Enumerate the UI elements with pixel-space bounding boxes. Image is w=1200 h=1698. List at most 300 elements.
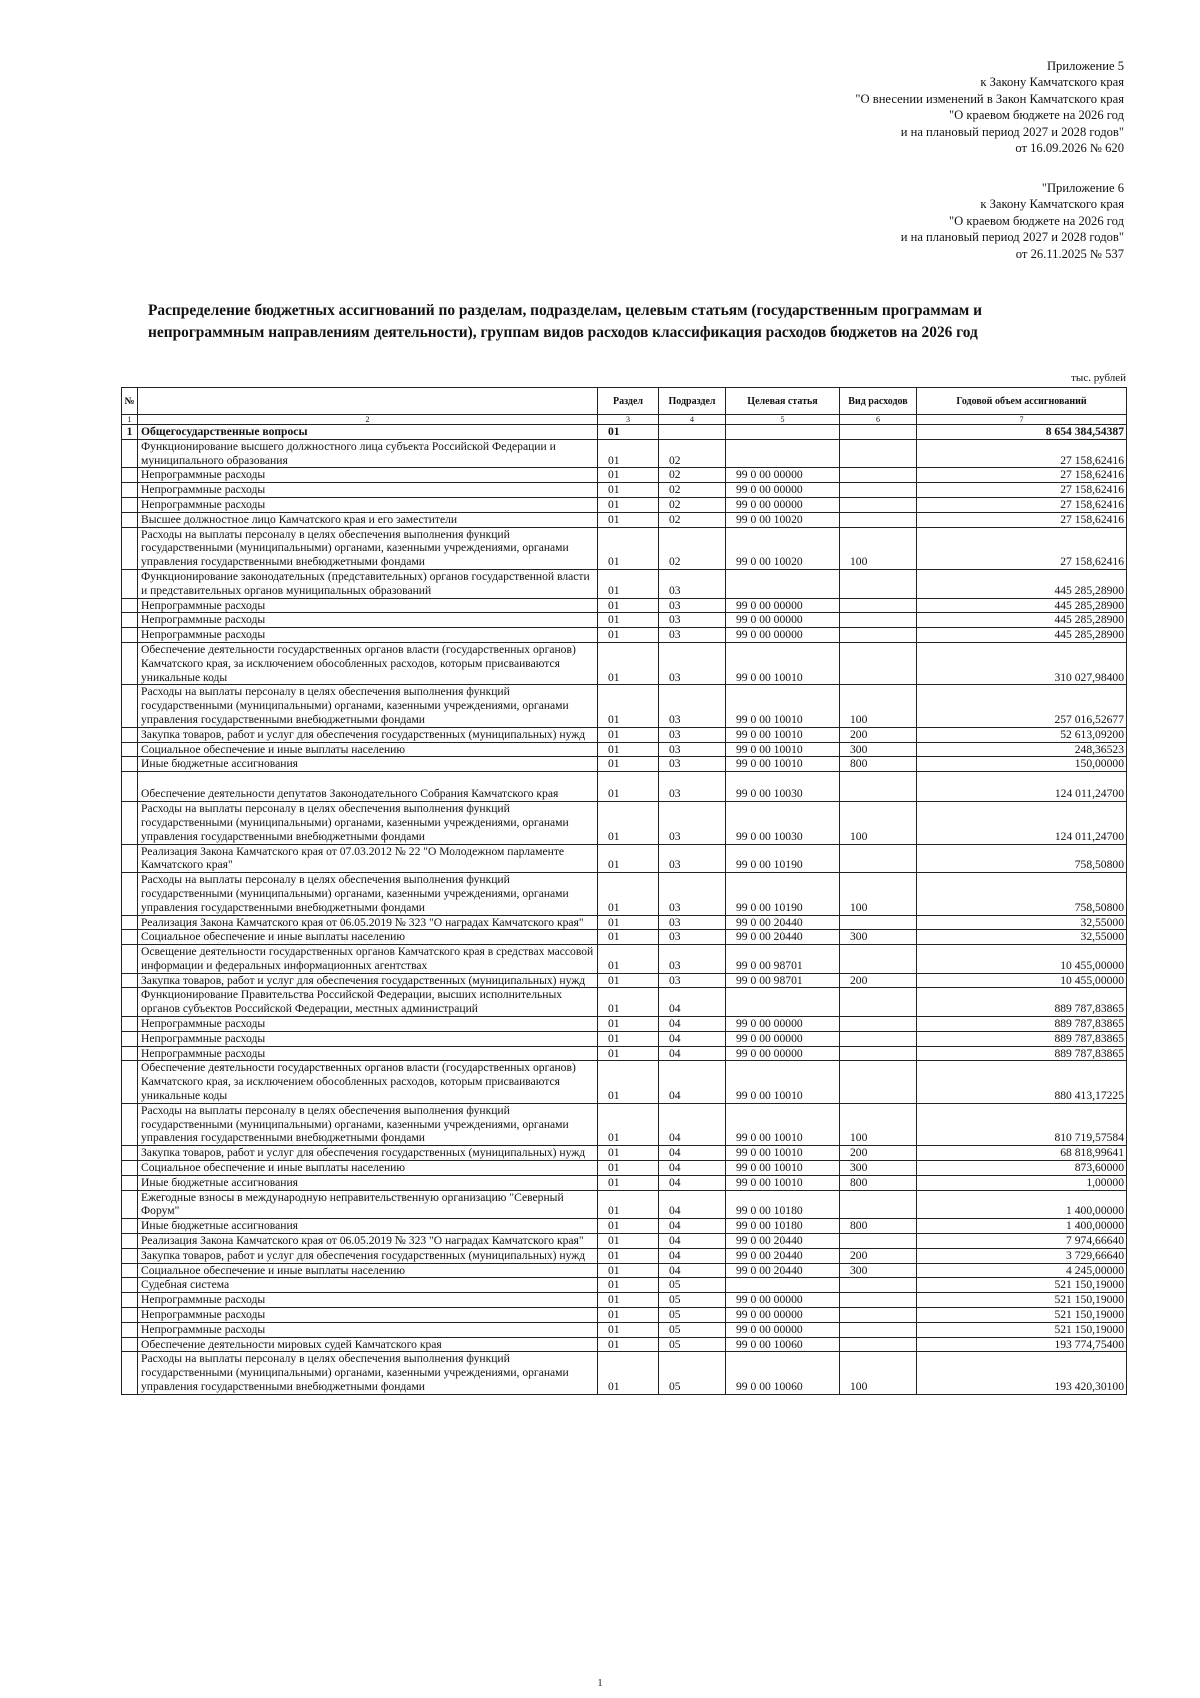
header-line: от 26.11.2025 № 537 [1015, 246, 1124, 261]
row-amount: 4 245,00000 [917, 1263, 1127, 1278]
row-podrazdel: 03 [659, 945, 726, 974]
row-number [122, 1263, 138, 1278]
row-target: 99 0 00 10030 [726, 802, 840, 844]
row-amount: 758,50800 [917, 844, 1127, 873]
row-vid: 300 [840, 930, 917, 945]
table-row [122, 1263, 1127, 1278]
table-header-row [122, 388, 1127, 415]
row-number [122, 1190, 138, 1219]
row-razdel: 01 [598, 1308, 659, 1323]
row-razdel: 01 [598, 1031, 659, 1046]
col-header-amount: Годовой объем ассигнований [917, 388, 1127, 415]
row-podrazdel: 04 [659, 1234, 726, 1249]
row-name: Иные бюджетные ассигнования [138, 1219, 598, 1234]
row-name: Непрограммные расходы [138, 468, 598, 483]
row-vid [840, 1017, 917, 1032]
table-row [122, 930, 1127, 945]
row-name: Закупка товаров, работ и услуг для обеспечения государственных (муниципальных) нужд [138, 1146, 598, 1161]
row-razdel: 01 [598, 1337, 659, 1352]
row-amount: 150,00000 [917, 757, 1127, 772]
row-podrazdel: 04 [659, 1061, 726, 1103]
col-number: 5 [726, 415, 840, 425]
row-podrazdel: 03 [659, 915, 726, 930]
row-razdel: 01 [598, 425, 659, 440]
row-target: 99 0 00 00000 [726, 1293, 840, 1308]
row-number [122, 988, 138, 1017]
col-number: 3 [598, 415, 659, 425]
row-razdel: 01 [598, 613, 659, 628]
row-name: Непрограммные расходы [138, 613, 598, 628]
table-row [122, 1061, 1127, 1103]
row-razdel: 01 [598, 1046, 659, 1061]
row-target: 99 0 00 20440 [726, 930, 840, 945]
row-razdel: 01 [598, 1146, 659, 1161]
row-razdel: 01 [598, 685, 659, 727]
row-vid [840, 1293, 917, 1308]
row-razdel: 01 [598, 973, 659, 988]
row-vid: 100 [840, 1352, 917, 1394]
row-number [122, 483, 138, 498]
row-number [122, 1017, 138, 1032]
row-name: Реализация Закона Камчатского края от 06.05.2019 № 323 "О наградах Камчатского края" [138, 915, 598, 930]
row-vid [840, 569, 917, 598]
row-number [122, 685, 138, 727]
col-header-target: Целевая статья [726, 388, 840, 415]
row-vid [840, 915, 917, 930]
row-target: 99 0 00 00000 [726, 628, 840, 643]
row-name: Расходы на выплаты персоналу в целях обеспечения выполнения функций государственными (муниципальными) органами, казенными учреждениями, органами управления государственными внебюджетными фондами [138, 685, 598, 727]
row-razdel: 01 [598, 757, 659, 772]
row-number [122, 1146, 138, 1161]
row-number [122, 772, 138, 802]
row-amount: 248,36523 [917, 742, 1127, 757]
row-vid [840, 1278, 917, 1293]
row-podrazdel: 03 [659, 642, 726, 684]
row-target [726, 439, 840, 468]
row-vid [840, 1308, 917, 1323]
table-row [122, 598, 1127, 613]
col-number: 1 [122, 415, 138, 425]
table-row [122, 1278, 1127, 1293]
row-name: Непрограммные расходы [138, 497, 598, 512]
row-amount: 521 150,19000 [917, 1293, 1127, 1308]
table-row [122, 628, 1127, 643]
row-podrazdel: 04 [659, 1046, 726, 1061]
col-number: 7 [917, 415, 1127, 425]
row-number [122, 439, 138, 468]
row-number [122, 598, 138, 613]
row-name: Социальное обеспечение и иные выплаты населению [138, 930, 598, 945]
row-vid: 100 [840, 685, 917, 727]
header-line: к Закону Камчатского края [980, 197, 1124, 212]
row-razdel: 01 [598, 802, 659, 844]
table-row [122, 512, 1127, 527]
row-number [122, 1061, 138, 1103]
row-vid [840, 1061, 917, 1103]
row-vid [840, 642, 917, 684]
table-row [122, 873, 1127, 915]
row-number [122, 945, 138, 974]
row-podrazdel: 04 [659, 988, 726, 1017]
row-vid [840, 468, 917, 483]
row-vid: 200 [840, 1146, 917, 1161]
row-podrazdel: 04 [659, 1146, 726, 1161]
row-name: Расходы на выплаты персоналу в целях обеспечения выполнения функций государственными (муниципальными) органами, казенными учреждениями, органами управления государственными внебюджетными фондами [138, 802, 598, 844]
header-line: от 16.09.2026 № 620 [1015, 141, 1124, 156]
row-vid: 800 [840, 757, 917, 772]
row-name: Непрограммные расходы [138, 1046, 598, 1061]
row-target: 99 0 00 10010 [726, 1161, 840, 1176]
col-header-num: № [122, 388, 138, 415]
row-razdel: 01 [598, 569, 659, 598]
row-target: 99 0 00 00000 [726, 598, 840, 613]
row-razdel: 01 [598, 642, 659, 684]
row-name: Закупка товаров, работ и услуг для обеспечения государственных (муниципальных) нужд [138, 973, 598, 988]
row-name: Непрограммные расходы [138, 628, 598, 643]
row-amount: 889 787,83865 [917, 988, 1127, 1017]
table-row [122, 915, 1127, 930]
units-label: тыс. рублей [1071, 372, 1126, 384]
col-number: 2 [138, 415, 598, 425]
row-razdel: 01 [598, 945, 659, 974]
row-number [122, 1337, 138, 1352]
row-target: 99 0 00 00000 [726, 613, 840, 628]
row-target: 99 0 00 10190 [726, 844, 840, 873]
row-podrazdel: 03 [659, 598, 726, 613]
row-number [122, 1308, 138, 1323]
document-title: Распределение бюджетных ассигнований по разделам, подразделам, целевым статьям (государственным программам и непрограммным направлениям деятельности), группам видов расходов классификация расходов бюджетов на 2026 год [148, 302, 982, 341]
table-row [122, 1322, 1127, 1337]
row-number [122, 930, 138, 945]
row-target: 99 0 00 10010 [726, 642, 840, 684]
table-row [122, 1175, 1127, 1190]
row-target [726, 569, 840, 598]
row-number [122, 628, 138, 643]
row-target: 99 0 00 00000 [726, 468, 840, 483]
row-number [122, 1219, 138, 1234]
row-number [122, 1103, 138, 1145]
table-row [122, 497, 1127, 512]
row-name: Иные бюджетные ассигнования [138, 757, 598, 772]
row-number [122, 613, 138, 628]
row-podrazdel: 03 [659, 757, 726, 772]
header-line: Приложение 5 [1046, 59, 1124, 73]
row-name: Непрограммные расходы [138, 1308, 598, 1323]
row-amount: 7 974,66640 [917, 1234, 1127, 1249]
row-number [122, 727, 138, 742]
table-row [122, 727, 1127, 742]
row-vid: 100 [840, 802, 917, 844]
table-row [122, 1103, 1127, 1145]
row-target: 99 0 00 00000 [726, 497, 840, 512]
header-line: "О краевом бюджете на 2026 год [949, 213, 1124, 228]
row-target: 99 0 00 10020 [726, 527, 840, 569]
table-row [122, 1337, 1127, 1352]
row-amount: 124 011,24700 [917, 802, 1127, 844]
table-row [122, 527, 1127, 569]
row-podrazdel: 05 [659, 1352, 726, 1394]
row-amount: 193 420,30100 [917, 1352, 1127, 1394]
table-row [122, 468, 1127, 483]
row-name: Социальное обеспечение и иные выплаты населению [138, 1263, 598, 1278]
row-podrazdel: 03 [659, 973, 726, 988]
row-name: Обеспечение деятельности государственных органов власти (государственных органов) Камчатского края, за исключением обособленных расходов, которым присваиваются уникальные коды [138, 642, 598, 684]
row-amount: 445 285,28900 [917, 628, 1127, 643]
row-number [122, 1234, 138, 1249]
table-row [122, 1219, 1127, 1234]
col-header-podrazdel: Подраздел [659, 388, 726, 415]
table-row [122, 1161, 1127, 1176]
row-amount: 27 158,62416 [917, 497, 1127, 512]
row-name: Социальное обеспечение и иные выплаты населению [138, 742, 598, 757]
row-podrazdel: 04 [659, 1017, 726, 1032]
col-header-razdel: Раздел [598, 388, 659, 415]
row-podrazdel: 03 [659, 873, 726, 915]
row-vid [840, 1322, 917, 1337]
row-podrazdel: 04 [659, 1190, 726, 1219]
row-razdel: 01 [598, 742, 659, 757]
row-name: Функционирование высшего должностного лица субъекта Российской Федерации и муниципального образования [138, 439, 598, 468]
row-vid: 300 [840, 1263, 917, 1278]
table-row [122, 772, 1127, 802]
row-razdel: 01 [598, 915, 659, 930]
row-number [122, 844, 138, 873]
row-target: 99 0 00 20440 [726, 915, 840, 930]
row-amount: 521 150,19000 [917, 1322, 1127, 1337]
row-razdel: 01 [598, 628, 659, 643]
row-amount: 27 158,62416 [917, 512, 1127, 527]
header-line: "О краевом бюджете на 2026 год [949, 108, 1124, 123]
row-vid: 800 [840, 1219, 917, 1234]
page-number: 1 [597, 1678, 603, 1689]
row-podrazdel: 03 [659, 802, 726, 844]
row-vid [840, 628, 917, 643]
row-target: 99 0 00 10010 [726, 757, 840, 772]
row-target: 99 0 00 10180 [726, 1190, 840, 1219]
table-row [122, 1293, 1127, 1308]
row-amount: 27 158,62416 [917, 483, 1127, 498]
row-amount: 1 400,00000 [917, 1190, 1127, 1219]
table-row [122, 1308, 1127, 1323]
row-amount: 10 455,00000 [917, 945, 1127, 974]
row-target [726, 425, 840, 440]
col-header-name [138, 388, 598, 415]
row-vid [840, 497, 917, 512]
row-name: Расходы на выплаты персоналу в целях обеспечения выполнения функций государственными (муниципальными) органами, казенными учреждениями, органами управления государственными внебюджетными фондами [138, 1352, 598, 1394]
row-podrazdel: 02 [659, 468, 726, 483]
table-row [122, 802, 1127, 844]
row-vid [840, 613, 917, 628]
row-number [122, 1175, 138, 1190]
row-name: Непрограммные расходы [138, 1031, 598, 1046]
table-row [122, 945, 1127, 974]
row-amount: 32,55000 [917, 915, 1127, 930]
row-name: Непрограммные расходы [138, 1017, 598, 1032]
row-target: 99 0 00 10010 [726, 1175, 840, 1190]
row-name: Закупка товаров, работ и услуг для обеспечения государственных (муниципальных) нужд [138, 727, 598, 742]
row-name: Непрограммные расходы [138, 1293, 598, 1308]
budget-table [121, 387, 1127, 1395]
table-row [122, 1352, 1127, 1394]
row-amount: 27 158,62416 [917, 527, 1127, 569]
row-podrazdel: 02 [659, 527, 726, 569]
row-amount: 310 027,98400 [917, 642, 1127, 684]
row-razdel: 01 [598, 1190, 659, 1219]
table-row [122, 483, 1127, 498]
row-razdel: 01 [598, 1352, 659, 1394]
appendix-header-current [524, 58, 1124, 156]
row-amount: 445 285,28900 [917, 598, 1127, 613]
row-vid [840, 512, 917, 527]
row-target: 99 0 00 00000 [726, 1031, 840, 1046]
row-razdel: 01 [598, 439, 659, 468]
row-razdel: 01 [598, 483, 659, 498]
row-amount: 32,55000 [917, 930, 1127, 945]
row-podrazdel: 03 [659, 772, 726, 802]
row-number [122, 1352, 138, 1394]
row-amount: 52 613,09200 [917, 727, 1127, 742]
row-vid: 100 [840, 873, 917, 915]
table-row [122, 844, 1127, 873]
row-razdel: 01 [598, 1293, 659, 1308]
table-row [122, 988, 1127, 1017]
row-podrazdel: 05 [659, 1308, 726, 1323]
row-target [726, 988, 840, 1017]
row-number [122, 1031, 138, 1046]
row-razdel: 01 [598, 1219, 659, 1234]
row-podrazdel: 04 [659, 1219, 726, 1234]
row-name: Непрограммные расходы [138, 598, 598, 613]
header-line: "О внесении изменений в Закон Камчатского края [855, 91, 1124, 106]
row-target: 99 0 00 00000 [726, 1308, 840, 1323]
table-row [122, 1248, 1127, 1263]
row-target: 99 0 00 10010 [726, 1061, 840, 1103]
row-vid [840, 1337, 917, 1352]
row-target: 99 0 00 10060 [726, 1337, 840, 1352]
row-razdel: 01 [598, 844, 659, 873]
row-amount: 1 400,00000 [917, 1219, 1127, 1234]
row-vid [840, 1046, 917, 1061]
row-podrazdel: 04 [659, 1263, 726, 1278]
col-number: 6 [840, 415, 917, 425]
row-vid [840, 1031, 917, 1046]
row-amount: 758,50800 [917, 873, 1127, 915]
row-podrazdel: 04 [659, 1031, 726, 1046]
row-amount: 124 011,24700 [917, 772, 1127, 802]
row-number [122, 497, 138, 512]
row-vid: 100 [840, 1103, 917, 1145]
row-podrazdel: 05 [659, 1293, 726, 1308]
row-target: 99 0 00 20440 [726, 1234, 840, 1249]
row-target: 99 0 00 10010 [726, 685, 840, 727]
row-razdel: 01 [598, 873, 659, 915]
appendix-header-original [524, 180, 1124, 262]
row-number [122, 1278, 138, 1293]
table-row [122, 642, 1127, 684]
row-vid: 300 [840, 742, 917, 757]
row-razdel: 01 [598, 988, 659, 1017]
row-number [122, 512, 138, 527]
row-vid [840, 1234, 917, 1249]
row-vid [840, 988, 917, 1017]
row-name: Судебная система [138, 1278, 598, 1293]
row-podrazdel: 03 [659, 844, 726, 873]
row-razdel: 01 [598, 1322, 659, 1337]
row-amount: 10 455,00000 [917, 973, 1127, 988]
row-amount: 193 774,75400 [917, 1337, 1127, 1352]
row-name: Ежегодные взносы в международную неправительственную организацию "Северный Форум" [138, 1190, 598, 1219]
row-name: Непрограммные расходы [138, 1322, 598, 1337]
row-podrazdel: 05 [659, 1278, 726, 1293]
row-number [122, 1322, 138, 1337]
row-name: Обеспечение деятельности депутатов Законодательного Собрания Камчатского края [138, 772, 598, 802]
row-vid [840, 425, 917, 440]
row-target: 99 0 00 00000 [726, 483, 840, 498]
row-number [122, 873, 138, 915]
row-amount: 889 787,83865 [917, 1046, 1127, 1061]
row-name: Обеспечение деятельности государственных органов власти (государственных органов) Камчатского края, за исключением обособленных расходов, которым присваиваются уникальные коды [138, 1061, 598, 1103]
table-row [122, 742, 1127, 757]
row-podrazdel: 04 [659, 1248, 726, 1263]
row-razdel: 01 [598, 527, 659, 569]
table-row [122, 1190, 1127, 1219]
row-name: Реализация Закона Камчатского края от 06.05.2019 № 323 "О наградах Камчатского края" [138, 1234, 598, 1249]
row-vid [840, 844, 917, 873]
row-razdel: 01 [598, 930, 659, 945]
row-amount: 8 654 384,54387 [917, 425, 1127, 440]
row-amount: 68 818,99641 [917, 1146, 1127, 1161]
row-podrazdel: 05 [659, 1337, 726, 1352]
row-number [122, 1248, 138, 1263]
row-razdel: 01 [598, 772, 659, 802]
row-target: 99 0 00 98701 [726, 945, 840, 974]
row-podrazdel: 02 [659, 439, 726, 468]
row-razdel: 01 [598, 1234, 659, 1249]
row-podrazdel: 03 [659, 569, 726, 598]
row-number [122, 642, 138, 684]
row-target: 99 0 00 10020 [726, 512, 840, 527]
row-name: Функционирование законодательных (представительных) органов государственной власти и представительных органов муниципальных образований [138, 569, 598, 598]
row-podrazdel: 04 [659, 1161, 726, 1176]
row-number [122, 757, 138, 772]
header-line: и на плановый период 2027 и 2028 годов" [900, 124, 1124, 139]
row-amount: 521 150,19000 [917, 1308, 1127, 1323]
row-amount: 3 729,66640 [917, 1248, 1127, 1263]
table-row [122, 685, 1127, 727]
table-row [122, 1046, 1127, 1061]
row-razdel: 01 [598, 1278, 659, 1293]
row-vid: 200 [840, 727, 917, 742]
row-target: 99 0 00 10010 [726, 742, 840, 757]
row-vid: 800 [840, 1175, 917, 1190]
row-razdel: 01 [598, 1103, 659, 1145]
table-row [122, 1017, 1127, 1032]
row-target: 99 0 00 10060 [726, 1352, 840, 1394]
row-target: 99 0 00 10010 [726, 1103, 840, 1145]
row-amount: 880 413,17225 [917, 1061, 1127, 1103]
row-vid [840, 598, 917, 613]
table-row [122, 1146, 1127, 1161]
table-row [122, 613, 1127, 628]
col-number: 4 [659, 415, 726, 425]
row-podrazdel: 04 [659, 1175, 726, 1190]
row-target: 99 0 00 00000 [726, 1017, 840, 1032]
row-target: 99 0 00 98701 [726, 973, 840, 988]
row-podrazdel: 03 [659, 930, 726, 945]
row-target: 99 0 00 00000 [726, 1046, 840, 1061]
row-name: Социальное обеспечение и иные выплаты населению [138, 1161, 598, 1176]
row-amount: 257 016,52677 [917, 685, 1127, 727]
